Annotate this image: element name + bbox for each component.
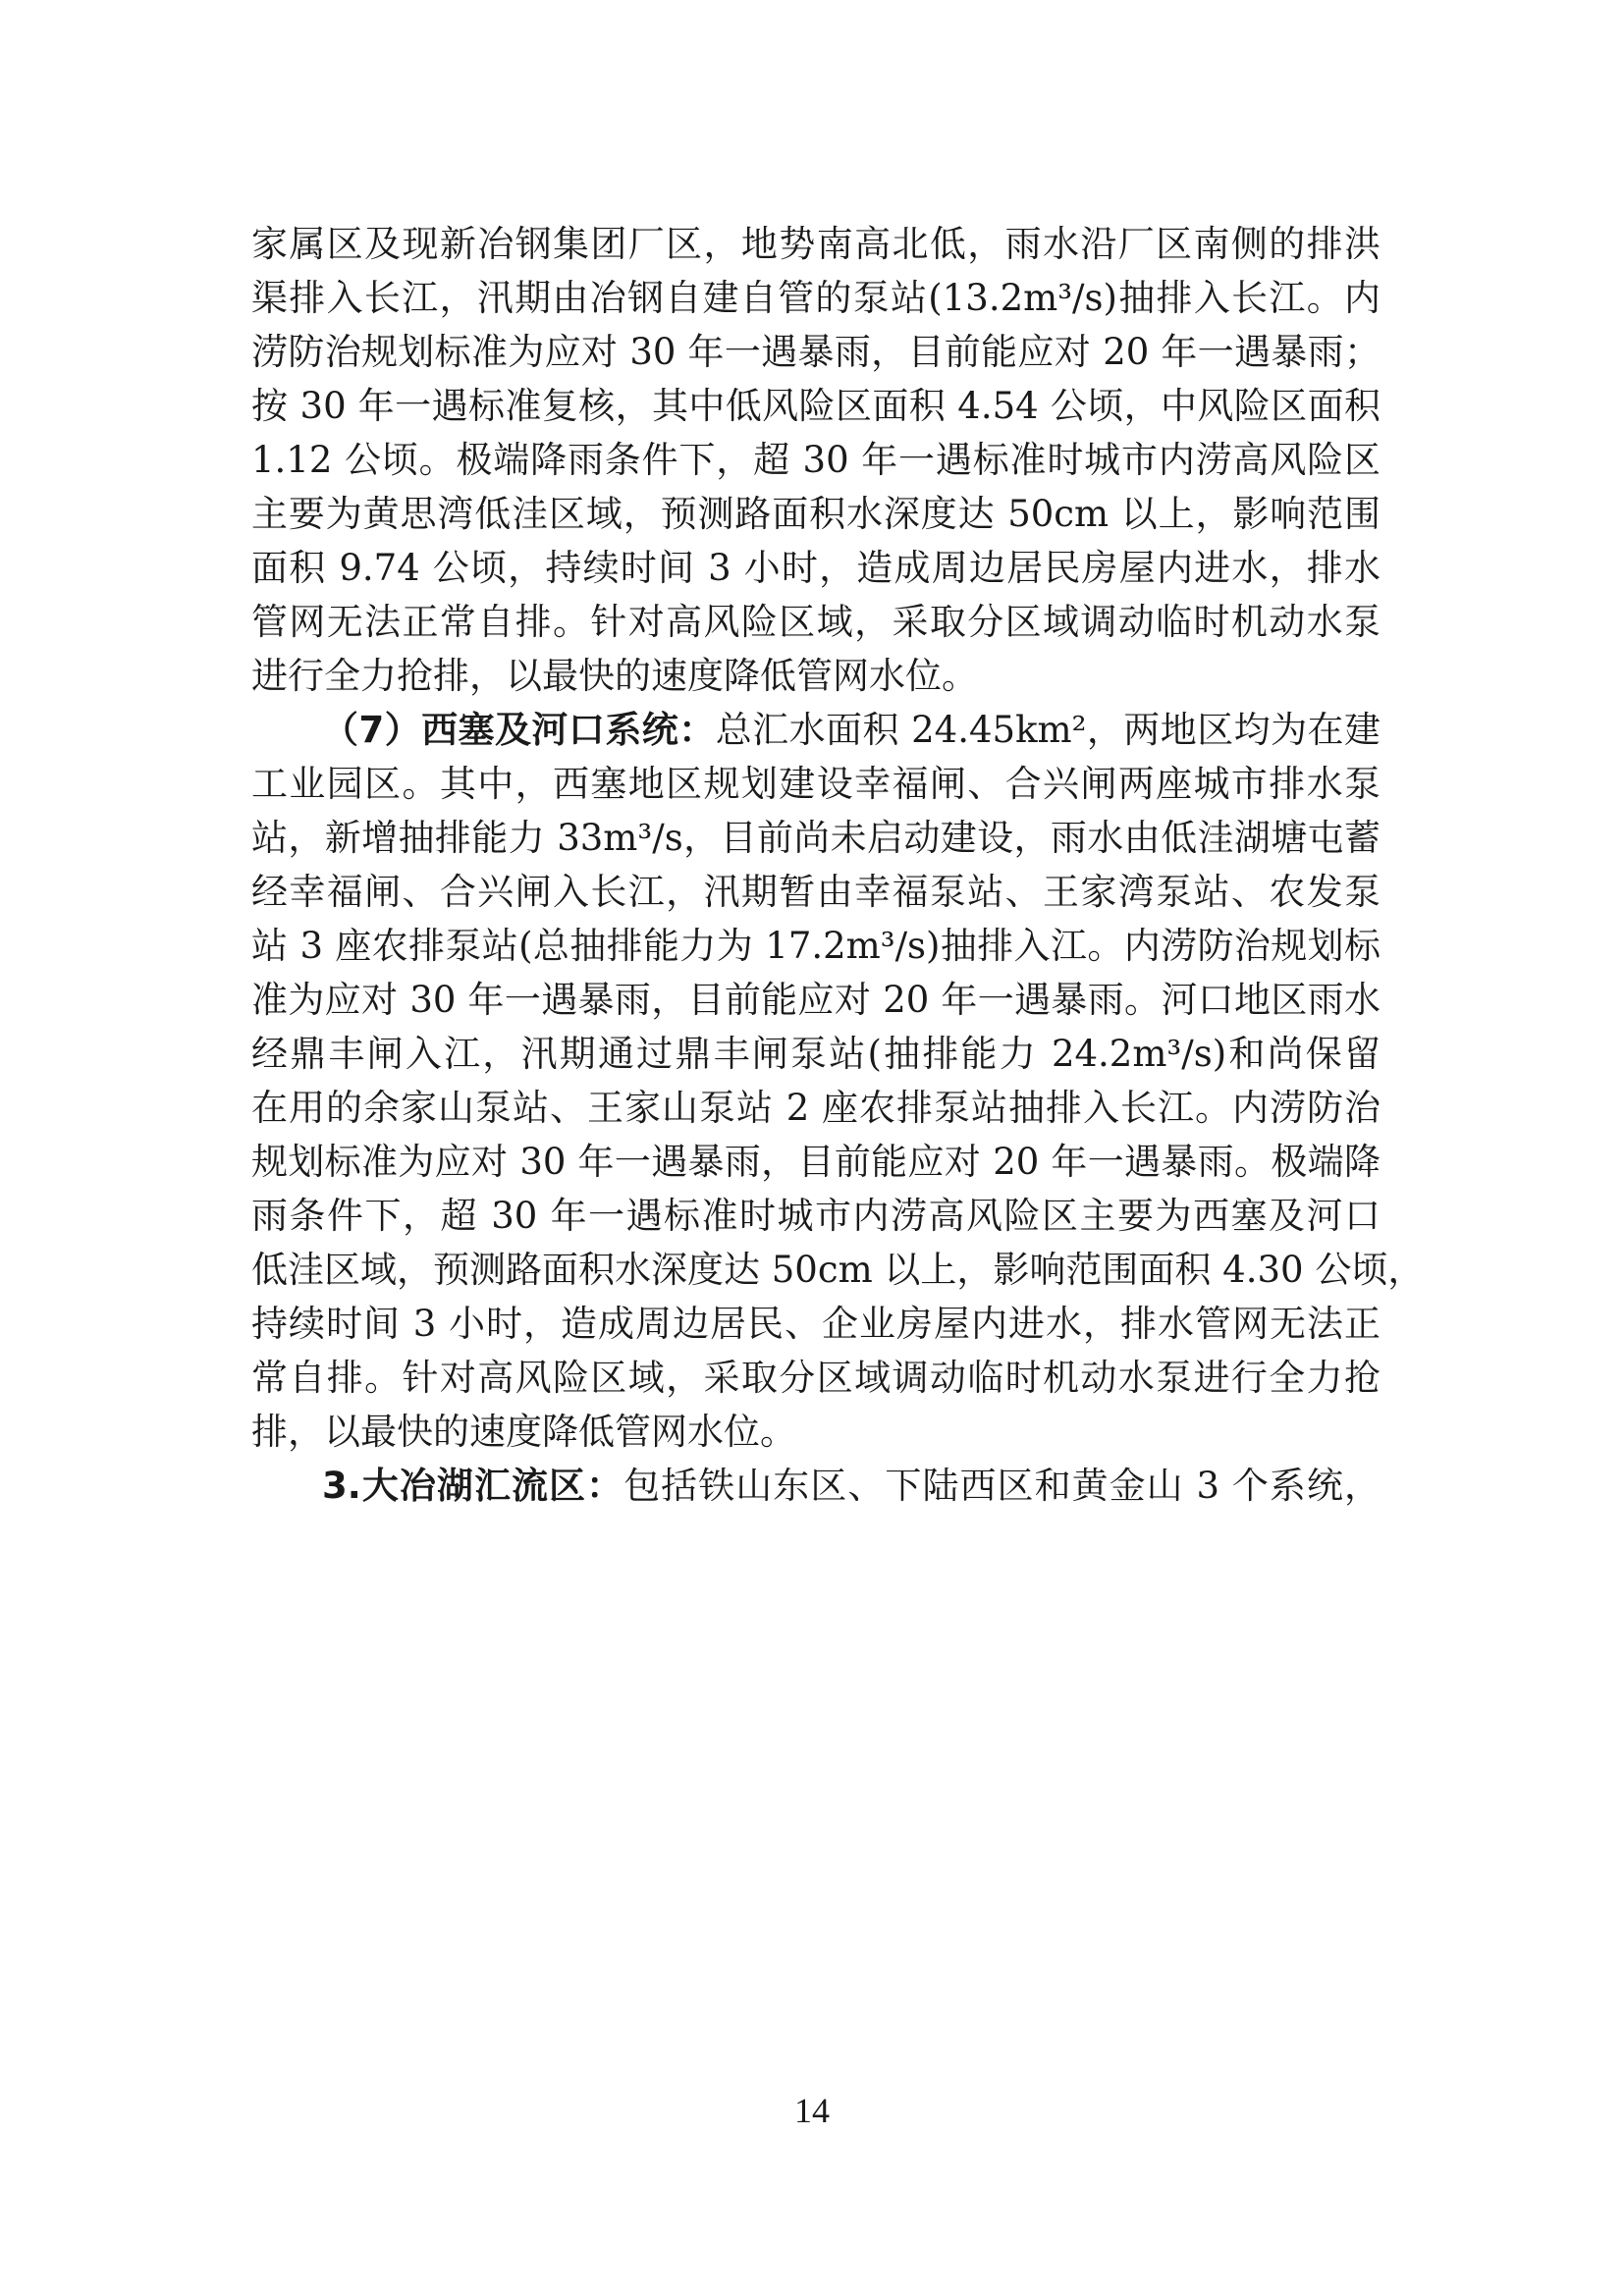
paragraph-line: 规划标准为应对 30 年一遇暴雨，目前能应对 20 年一遇暴雨。极端降 [251,1141,1380,1183]
paragraph-line: 站 3 座农排泵站(总抽排能力为 17.2m³/s)抽排入江。内涝防治规划标 [251,925,1380,967]
paragraph-line: 管网无法正常自排。针对高风险区域，采取分区域调动临时机动水泵 [251,601,1380,643]
paragraph-line: 面积 9.74 公顷，持续时间 3 小时，造成周边居民房屋内进水，排水 [251,547,1380,589]
paragraph-line: 1.12 公顷。极端降雨条件下，超 30 年一遇标准时城市内涝高风险区 [251,439,1380,481]
paragraph-line: 主要为黄思湾低洼区域，预测路面积水深度达 50cm 以上，影响范围 [251,493,1380,535]
paragraph-line: 经鼎丰闸入江，汛期通过鼎丰闸泵站(抽排能力 24.2m³/s)和尚保留 [251,1033,1380,1075]
paragraph-text: 总汇水面积 24.45km²，两地区均为在建 [715,709,1380,751]
paragraph-line: 低洼区域，预测路面积水深度达 50cm 以上，影响范围面积 4.30 公顷， [251,1249,1425,1291]
paragraph-first-line [322,1460,1380,1513]
paragraph-line: 工业园区。其中，西塞地区规划建设幸福闸、合兴闸两座城市排水泵 [251,763,1380,805]
paragraph-line: 持续时间 3 小时，造成周边居民、企业房屋内进水，排水管网无法正 [251,1303,1380,1345]
section-heading: （7）西塞及河口系统： [322,709,716,751]
paragraph-line: 家属区及现新冶钢集团厂区，地势南高北低，雨水沿厂区南侧的排洪 [251,223,1380,265]
paragraph-line: 渠排入长江，汛期由冶钢自建自管的泵站(13.2m³/s)抽排入长江。内 [251,277,1380,319]
paragraph-first-line [322,704,1380,757]
paragraph-line: 按 30 年一遇标准复核，其中低风险区面积 4.54 公顷，中风险区面积 [251,385,1380,427]
paragraph-line: 在用的余家山泵站、王家山泵站 2 座农排泵站抽排入长江。内涝防治 [251,1087,1380,1129]
paragraph-line: 涝防治规划标准为应对 30 年一遇暴雨，目前能应对 20 年一遇暴雨； [251,331,1380,373]
paragraph-line: 排，以最快的速度降低管网水位。 [251,1411,796,1453]
paragraph-line: 准为应对 30 年一遇暴雨，目前能应对 20 年一遇暴雨。河口地区雨水 [251,979,1380,1021]
paragraph-line: 经幸福闸、合兴闸入长江，汛期暂由幸福泵站、王家湾泵站、农发泵 [251,871,1380,913]
paragraph-line: 进行全力抢排，以最快的速度降低管网水位。 [251,655,978,697]
page-number: 14 [794,2091,830,2130]
paragraph-line: 站，新增抽排能力 33m³/s，目前尚未启动建设，雨水由低洼湖塘屯蓄 [251,817,1380,859]
paragraph-line: 雨条件下，超 30 年一遇标准时城市内涝高风险区主要为西塞及河口 [251,1195,1380,1237]
section-heading: 3.大冶湖汇流区： [322,1465,624,1507]
paragraph-line: 常自排。针对高风险区域，采取分区域调动临时机动水泵进行全力抢 [251,1357,1380,1399]
paragraph-text: 包括铁山东区、下陆西区和黄金山 3 个系统， [623,1465,1380,1507]
